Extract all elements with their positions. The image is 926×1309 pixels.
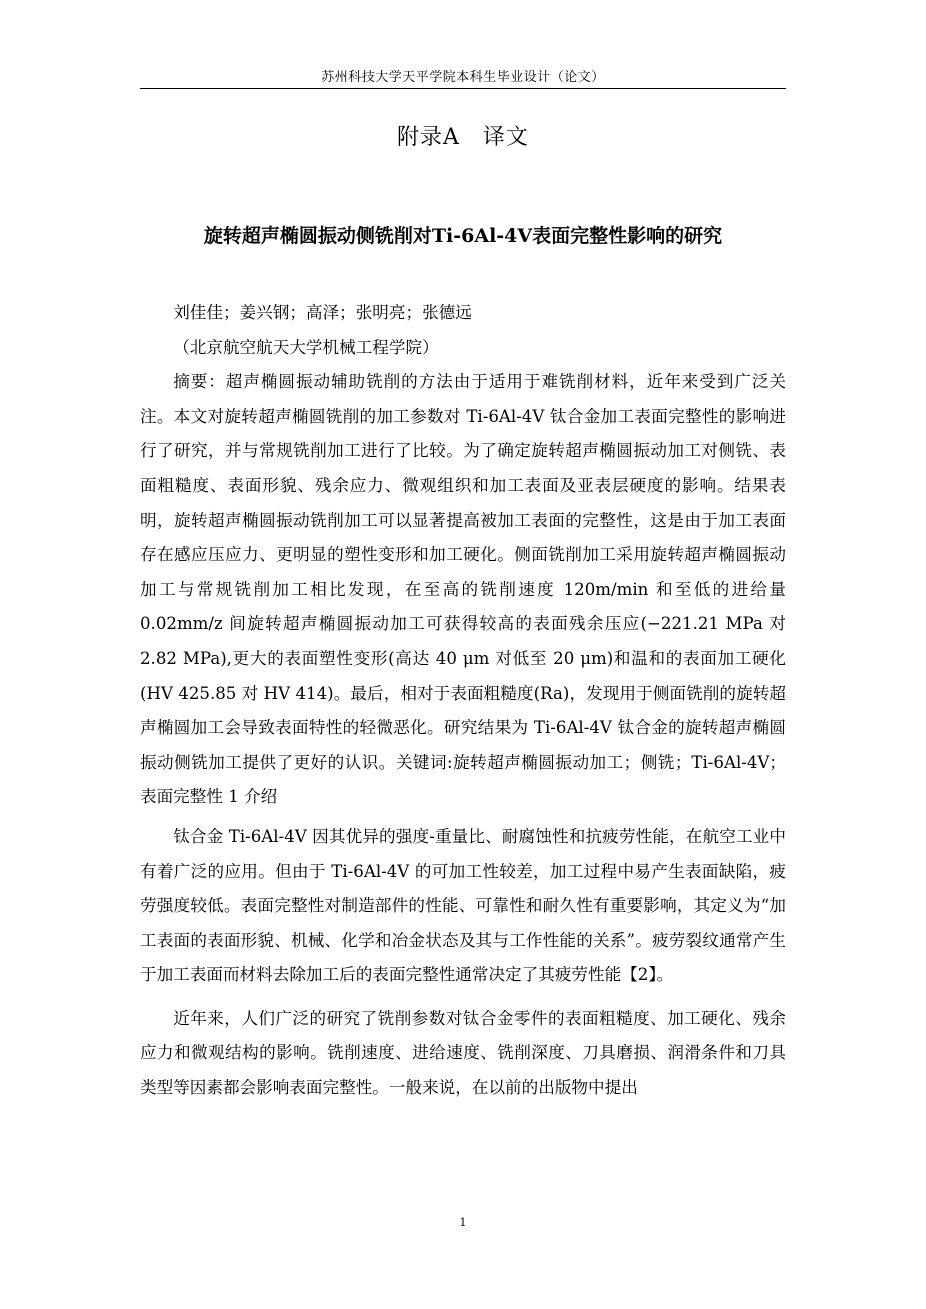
paper-title: 旋转超声椭圆振动侧铣削对Ti-6Al-4V表面完整性影响的研究 [203,225,723,247]
affiliation: （北京航空航天大学机械工程学院） [173,337,439,357]
appendix-title: 附录A 译文 [397,125,529,150]
page-number: 1 [459,1216,467,1229]
body-paragraph: 钛合金 Ti-6Al-4V 因其优异的强度-重量比、耐腐蚀性和抗疲劳性能，在航空工业中有着广泛的应用。但由于 Ti-6Al-4V 的可加工性较差，加工过程中易产生表面缺陷，疲劳强度较低。表面完整性对制造部件的性能、可靠性和耐久性有重要影响，其定义为“加工表面的表面形貌、机械、化学和冶金状态及其与工作性能的关系”。疲劳裂纹通常产生于加工表面而材料去除加工后的表面完整性通常决定了其疲劳性能【2】。 [140,826,786,985]
body-paragraph: 近年来，人们广泛的研究了铣削参数对钛合金零件的表面粗糙度、加工硬化、残余应力和微观结构的影响。铣削速度、进给速度、铣削深度、刀具磨损、润滑条件和刀具类型等因素都会影响表面完整性。一般来说，在以前的出版物中提出 [140,1008,786,1098]
author-list: 刘佳佳；姜兴钢；高泽；张明亮；张德远 [173,303,472,322]
abstract-paragraph: 摘要：超声椭圆振动辅助铣削的方法由于适用于难铣削材料，近年来受到广泛关注。本文对旋转超声椭圆铣削的加工参数对 Ti-6Al-4V 钛合金加工表面完整性的影响进行了研究，并与常规铣削加工进行了比较。为了确定旋转超声椭圆振动加工对侧铣、表面粗糙度、表面形貌、残余应力、微观组织和加工表面及亚表层硬度的影响。结果表明，旋转超声椭圆振动铣削加工可以显著提高被加工表面的完整性，这是由于加工表面存在感应压应力、更明显的塑性变形和加工硬化。侧面铣削加工采用旋转超声椭圆振动加工与常规铣削加工相比发现，在至高的铣削速度 120m/min 和至低的进给量 0.02mm/z 间旋转超声椭圆振动加工可获得较高的表面残余压应(−221.21 MPa 对 2.82 MPa),更大的表面塑性变形(高达 40 μm 对低至 20 μm)和温和的表面加工硬化(HV 425.85 对 HV 414)。最后，相对于表面粗糙度(Ra)，发现用于侧面铣削的旋转超声椭圆加工会导致表面特性的轻微恶化。研究结果为 Ti-6Al-4V 钛合金的旋转超声椭圆振动侧铣加工提供了更好的认识。关键词:旋转超声椭圆振动加工；侧铣；Ti-6Al-4V；表面完整性 1 介绍 [140,372,786,807]
body-text [140,296,786,1106]
running-header: 苏州科技大学天平学院本科生毕业设计（论文） [321,70,605,85]
header-rule [140,88,786,89]
